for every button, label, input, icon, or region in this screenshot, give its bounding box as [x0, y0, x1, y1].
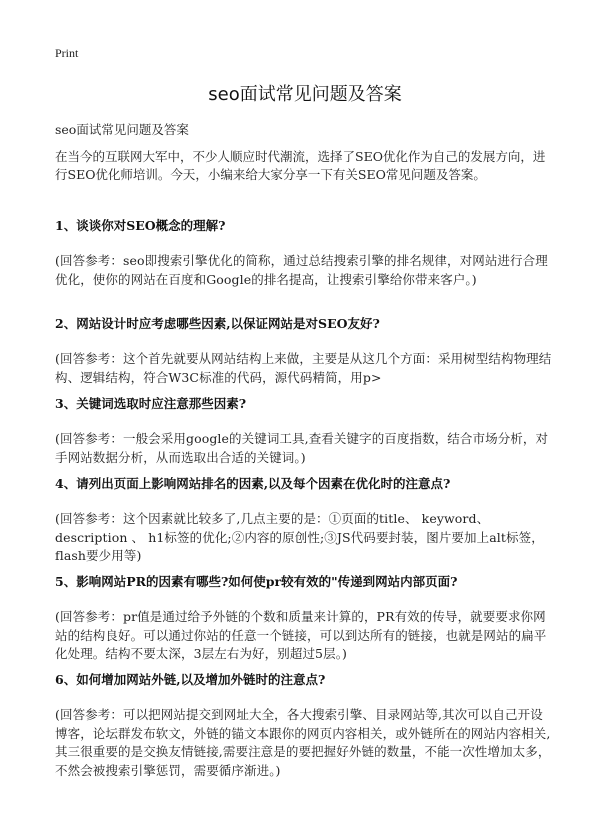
answer-paragraph: (回答参考：这个因素就比较多了,几点主要的是：①页面的title、 keyword、description 、 h1标签的优化;②内容的原创性;③JS代码要封装，图片要加上alt标签，flash要少用等) — [55, 511, 544, 563]
question-heading: 5、影响网站PR的因素有哪些?如何使pr较有效的"传递到网站内部页面? — [55, 574, 458, 589]
document-subtitle: seo面试常见问题及答案 — [55, 122, 189, 137]
answer-paragraph: (回答参考：可以把网站提交到网址大全，各大搜索引擎、目录网站等,其次可以自己开设博客，论坛群发布软文，外链的锚文本跟你的网页内容相关，或外链所在的网站内容相关,其三很重要的是交换友情链接,需要注意是的要把握好外链的数量，不能一次性增加太多，不然会被搜索引擎惩罚，需要循序渐进。) — [55, 707, 551, 778]
qa-section-6 — [55, 670, 555, 780]
answer-paragraph: (回答参考：seo即搜索引擎优化的简称，通过总结搜索引擎的排名规律，对网站进行合理优化，使你的网站在百度和Google的排名提高，让搜索引擎给你带来客户。) — [55, 253, 548, 287]
qa-section-5 — [55, 572, 555, 664]
answer-paragraph: (回答参考：一般会采用google的关键词工具,查看关键字的百度指数，结合市场分析，对手网站数据分析，从而选取出合适的关键词。) — [55, 431, 549, 465]
qa-section-3 — [55, 394, 555, 467]
page-title: seo面试常见问题及答案 — [208, 84, 402, 105]
answer-paragraph: (回答参考：这个首先就要从网站结构上来做，主要是从这几个方面：采用树型结构物理结构、逻辑结构，符合W3C标准的代码，源代码精简，用p> — [55, 351, 552, 385]
answer-paragraph: (回答参考：pr值是通过给予外链的个数和质量来计算的，PR有效的传导，就要要求你网站的结构良好。可以通过你站的任意一个链接，可以到达所有的链接，也就是网站的扁平化处理。结构不要太深，3层左右为好，别超过5层。) — [55, 609, 547, 661]
qa-section-4 — [55, 474, 555, 566]
question-heading: 3、关键词选取时应注意那些因素? — [55, 396, 247, 411]
print-link[interactable]: Print — [55, 46, 79, 60]
qa-section-2 — [55, 314, 555, 387]
question-heading: 1、谈谈你对SEO概念的理解? — [55, 218, 226, 233]
intro-paragraph: 在当今的互联网大军中，不少人顺应时代潮流，选择了SEO优化作为自己的发展方向，进行SEO优化师培训。今天，小编来给大家分享一下有关SEO常见问题及答案。 — [55, 149, 546, 182]
qa-section-1 — [55, 216, 555, 289]
question-heading: 4、请列出页面上影响网站排名的因素,以及每个因素在优化时的注意点? — [55, 476, 451, 491]
question-heading: 2、网站设计时应考虑哪些因素,以保证网站是对SEO友好? — [55, 316, 380, 331]
question-heading: 6、如何增加网站外链,以及增加外链时的注意点? — [55, 672, 326, 687]
